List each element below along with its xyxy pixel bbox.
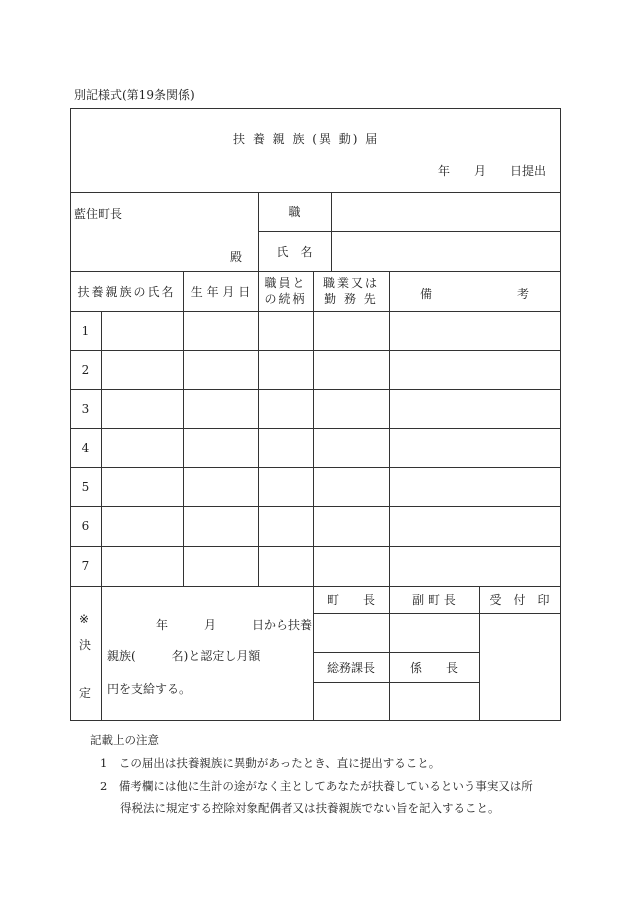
addressee: 藍住町長 bbox=[74, 207, 123, 221]
notes-heading: 記載上の注意 bbox=[90, 733, 159, 747]
row-number: 4 bbox=[81, 440, 90, 455]
general-affairs-chief-label: 総務課長 bbox=[326, 660, 375, 675]
header-occupation-line2: 勤 務 先 bbox=[324, 292, 378, 306]
decision-char-2: 定 bbox=[79, 686, 92, 700]
row-number: 3 bbox=[81, 401, 90, 416]
name-label: 氏 名 bbox=[276, 244, 313, 259]
mayor-label: 町 長 bbox=[326, 593, 375, 607]
receipt-stamp-label: 受 付 印 bbox=[489, 593, 550, 607]
name-field[interactable] bbox=[332, 232, 560, 270]
row-number: 1 bbox=[81, 323, 90, 338]
honorific: 殿 bbox=[230, 250, 243, 264]
row-number: 6 bbox=[81, 519, 90, 533]
header-relation-line1: 職員と bbox=[264, 276, 307, 290]
staff-chief-label: 係 長 bbox=[409, 660, 458, 675]
header-occupation-line1: 職業又は bbox=[322, 276, 379, 290]
submission-date: 年 月 日提出 bbox=[438, 164, 547, 178]
job-field[interactable] bbox=[332, 193, 560, 230]
form-reference: 別記様式(第19条関係) bbox=[74, 88, 195, 102]
job-label: 職 bbox=[288, 205, 301, 219]
note-item-1: 1 この届出は扶養親族に異動があったとき、直に提出すること。 bbox=[100, 756, 441, 770]
note-item-2a: 2 備考欄には他に生計の途がなく主としてあなたが扶養しているという事実又は所 bbox=[100, 779, 533, 793]
note-item-2b: 得税法に規定する控除対象配偶者又は扶養親族でない旨を記入すること。 bbox=[120, 801, 500, 815]
header-dependent-name: 扶養親族の氏名 bbox=[77, 284, 176, 299]
header-relation-line2: の続柄 bbox=[264, 292, 307, 306]
decision-line-1: 年 月 日から扶養 bbox=[156, 618, 313, 632]
decision-char-1: 決 bbox=[79, 638, 92, 652]
row-number: 7 bbox=[81, 559, 90, 573]
header-relation bbox=[258, 271, 313, 311]
decision-mark: ※ bbox=[79, 612, 90, 626]
header-birth-date: 生 年 月 日 bbox=[190, 284, 251, 299]
header-occupation bbox=[313, 271, 389, 311]
decision-line-3: 円を支給する。 bbox=[107, 682, 192, 696]
decision-line-2: 親族( 名)と認定し月額 bbox=[107, 649, 261, 663]
row-number: 5 bbox=[81, 479, 90, 494]
vice-mayor-label: 副 町 長 bbox=[412, 593, 456, 607]
header-remarks-2: 考 bbox=[517, 287, 530, 301]
header-remarks-1: 備 bbox=[420, 287, 433, 301]
form-title: 扶 養 親 族 (異 動) 届 bbox=[233, 132, 380, 146]
row-number: 2 bbox=[81, 362, 90, 377]
